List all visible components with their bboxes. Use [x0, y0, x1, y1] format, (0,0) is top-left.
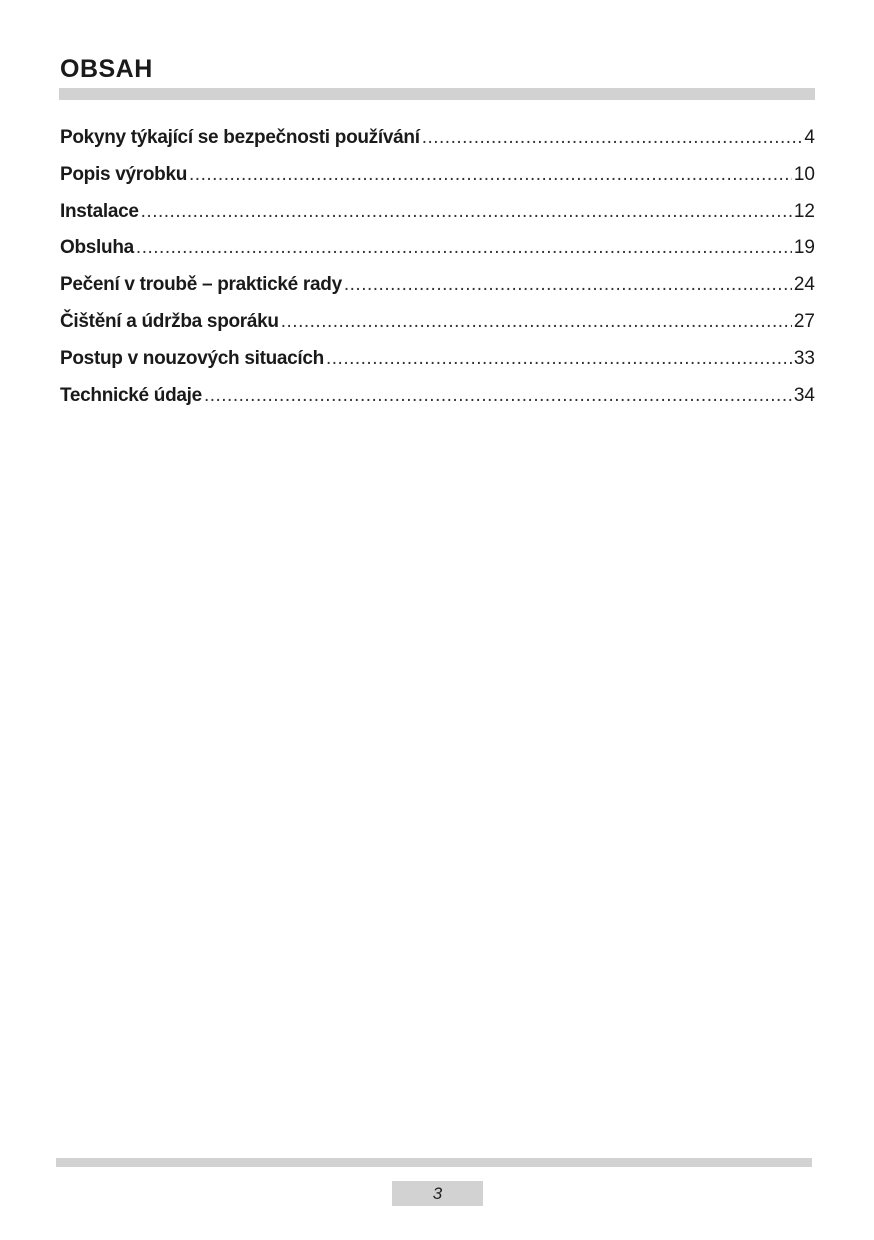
- toc-leader-dots: [344, 270, 792, 300]
- toc-leader-dots: [204, 381, 792, 411]
- toc-entry[interactable]: [60, 307, 815, 344]
- toc-entry-page: 4: [804, 127, 815, 148]
- toc-entry-page: 24: [793, 274, 815, 296]
- toc-entry-title: Instalace: [60, 200, 139, 222]
- page-title: OBSAH: [60, 55, 153, 83]
- toc-leader-dots: [326, 344, 792, 374]
- toc-entry-page: 27: [793, 310, 815, 332]
- toc-entry[interactable]: [60, 233, 815, 270]
- table-of-contents: [60, 123, 815, 417]
- toc-entry-title: Technické údaje: [60, 384, 202, 406]
- toc-entry-title: Čištění a údržba sporáku: [60, 310, 279, 332]
- toc-entry-page: 19: [793, 237, 815, 259]
- toc-leader-dots: [141, 197, 792, 227]
- toc-entry[interactable]: [60, 123, 815, 160]
- toc-entry[interactable]: [60, 344, 815, 381]
- toc-entry[interactable]: [60, 381, 815, 418]
- toc-leader-dots: [281, 307, 792, 337]
- toc-leader-dots: [136, 233, 792, 263]
- toc-leader-dots: [422, 123, 803, 153]
- toc-entry[interactable]: [60, 270, 815, 307]
- toc-entry-title: Popis výrobku: [60, 163, 188, 185]
- page-number: [392, 1181, 483, 1206]
- toc-entry-title: Pokyny týkající se bezpečnosti používání: [60, 127, 420, 148]
- toc-entry-page: 33: [793, 347, 815, 369]
- footer-divider: [56, 1158, 812, 1167]
- toc-entry-title: Pečení v troubě – praktické rady: [60, 274, 342, 296]
- toc-entry-page: 10: [793, 163, 815, 185]
- toc-entry-title: Postup v nouzových situacích: [60, 347, 324, 369]
- toc-entry-title: Obsluha: [60, 237, 134, 259]
- page-number-text: 3: [432, 1183, 443, 1203]
- toc-entry-page: 12: [793, 200, 815, 222]
- toc-entry[interactable]: [60, 160, 815, 197]
- title-divider: [59, 88, 815, 100]
- toc-entry-page: 34: [793, 384, 815, 406]
- toc-entry[interactable]: [60, 197, 815, 234]
- toc-leader-dots: [189, 160, 792, 190]
